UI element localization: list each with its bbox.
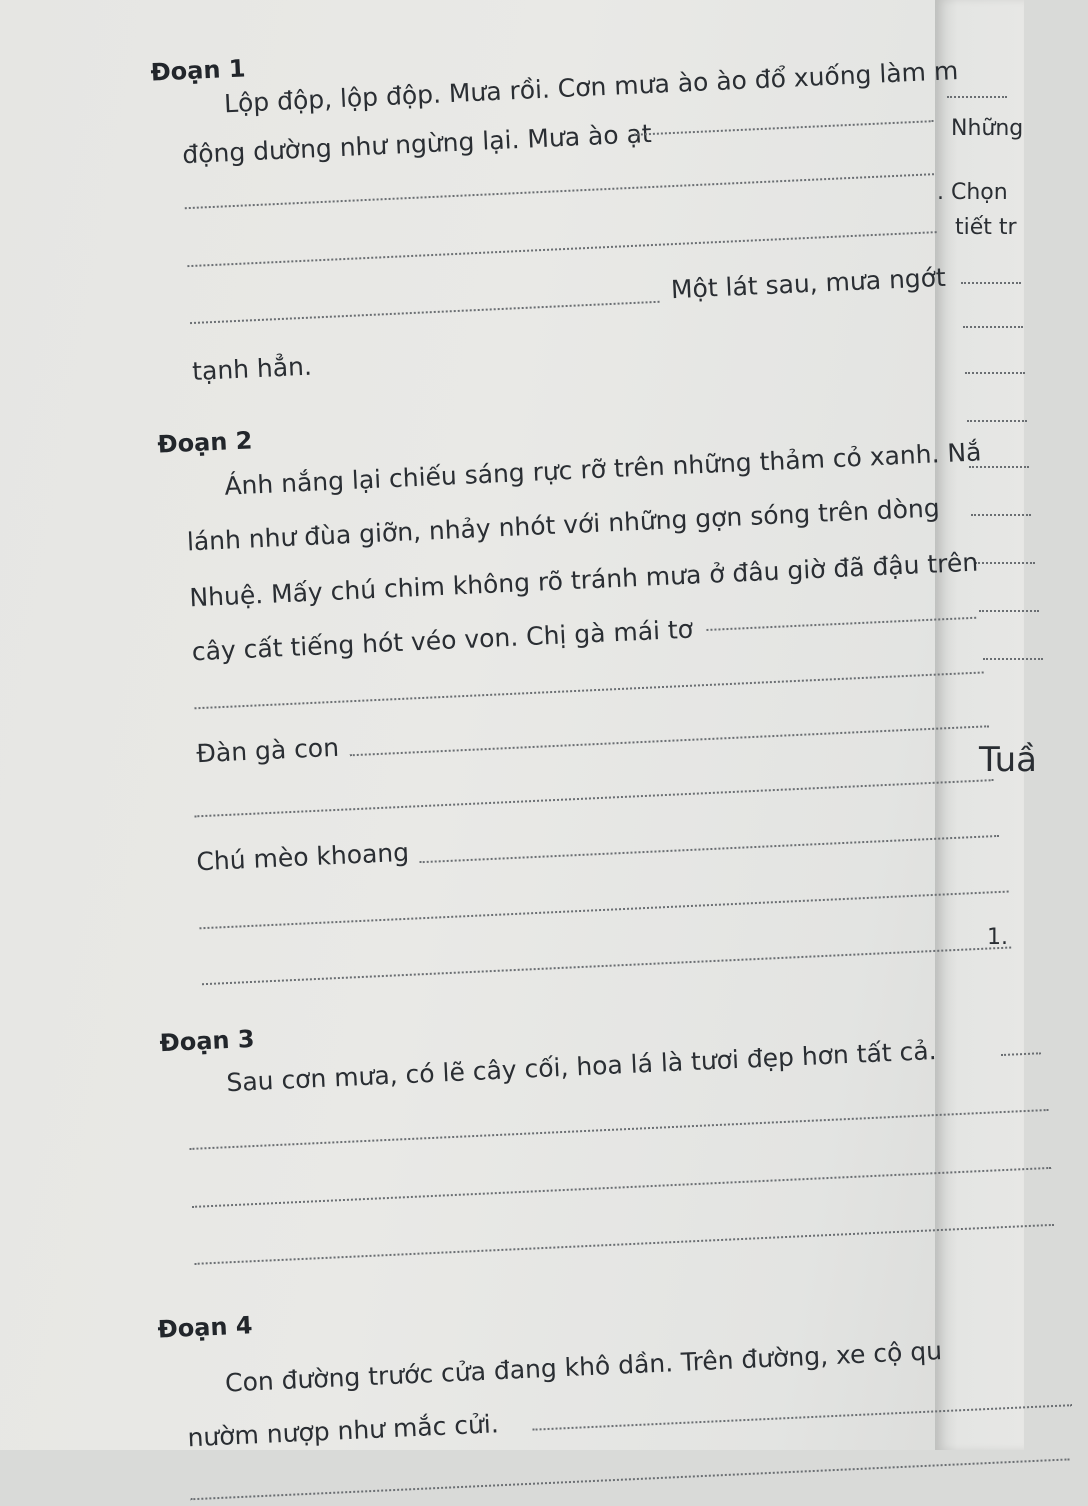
facing-page-text-tuan: Tuầ: [979, 740, 1037, 780]
doan-3-answer-line: [195, 1224, 1054, 1265]
doan-2-text-line-2: lánh như đùa giỡn, nhảy nhót với những gợn sóng trên dòng: [186, 493, 941, 557]
doan-3-answer-line: [1001, 1052, 1041, 1056]
doan-2-answer-line: [706, 617, 976, 631]
doan-1-answer-line: [190, 301, 660, 324]
doan-1-heading: Đoạn 1: [149, 54, 247, 87]
doan-3-text-line-1: Sau cơn mưa, có lẽ cây cối, hoa lá là tươi đẹp hơn tất cả.: [225, 1035, 938, 1098]
doan-2-answer-line: [199, 891, 1008, 930]
doan-3-answer-line: [192, 1167, 1051, 1208]
doan-1-text-line-1: Lộp độp, lộp độp. Mưa rồi. Cơn mưa ào ào đổ xuống làm m: [223, 56, 959, 119]
doan-1-text-line-2: động dường như ngừng lại. Mưa ào ạt: [181, 118, 653, 170]
doan-1-text-line-3: Một lát sau, mưa ngớt: [670, 262, 947, 305]
facing-page-text-tiet: tiết tr: [955, 215, 1017, 240]
doan-2-text-line-3: Nhuệ. Mấy chú chim không rõ tránh mưa ở đâu giờ đã đậu trên: [188, 547, 979, 613]
doan-4-text-line-1: Con đường trước cửa đang khô dần. Trên đường, xe cộ qu: [224, 1336, 943, 1398]
doan-2-answer-line: [194, 779, 993, 817]
doan-4-answer-line: [190, 1458, 1069, 1500]
doan-1-answer-line: [185, 173, 934, 209]
doan-2-text-line-1: Ánh nắng lại chiếu sáng rực rỡ trên những thảm cỏ xanh. Nắ: [223, 437, 982, 501]
doan-4-heading: Đoạn 4: [156, 1311, 254, 1344]
doan-1-answer-line: [634, 120, 934, 136]
facing-page-text-chon: . Chọn: [937, 180, 1008, 205]
doan-2-answer-line: [202, 946, 1011, 985]
facing-page-text-1: 1.: [987, 925, 1008, 950]
doan-2-text-line-6: Chú mèo khoang: [195, 837, 410, 877]
facing-page-text-nhung: Những: [951, 116, 1024, 141]
doan-2-text-line-5: Đàn gà con: [195, 732, 340, 769]
doan-3-heading: Đoạn 3: [159, 1024, 256, 1058]
doan-3-answer-line: [189, 1109, 1048, 1150]
doan-2-answer-line: [420, 835, 999, 863]
doan-4-text-line-2: nườm nượp như mắc cửi.: [186, 1409, 500, 1453]
doan-2-answer-line: [194, 671, 983, 709]
doan-2-answer-line: [350, 725, 989, 756]
doan-1-text-line-4: tạnh hẳn.: [191, 351, 313, 387]
doan-2-text-line-4: cây cất tiếng hót véo von. Chị gà mái tơ: [191, 614, 694, 667]
doan-1-answer-line: [187, 231, 936, 267]
doan-2-heading: Đoạn 2: [156, 426, 253, 459]
